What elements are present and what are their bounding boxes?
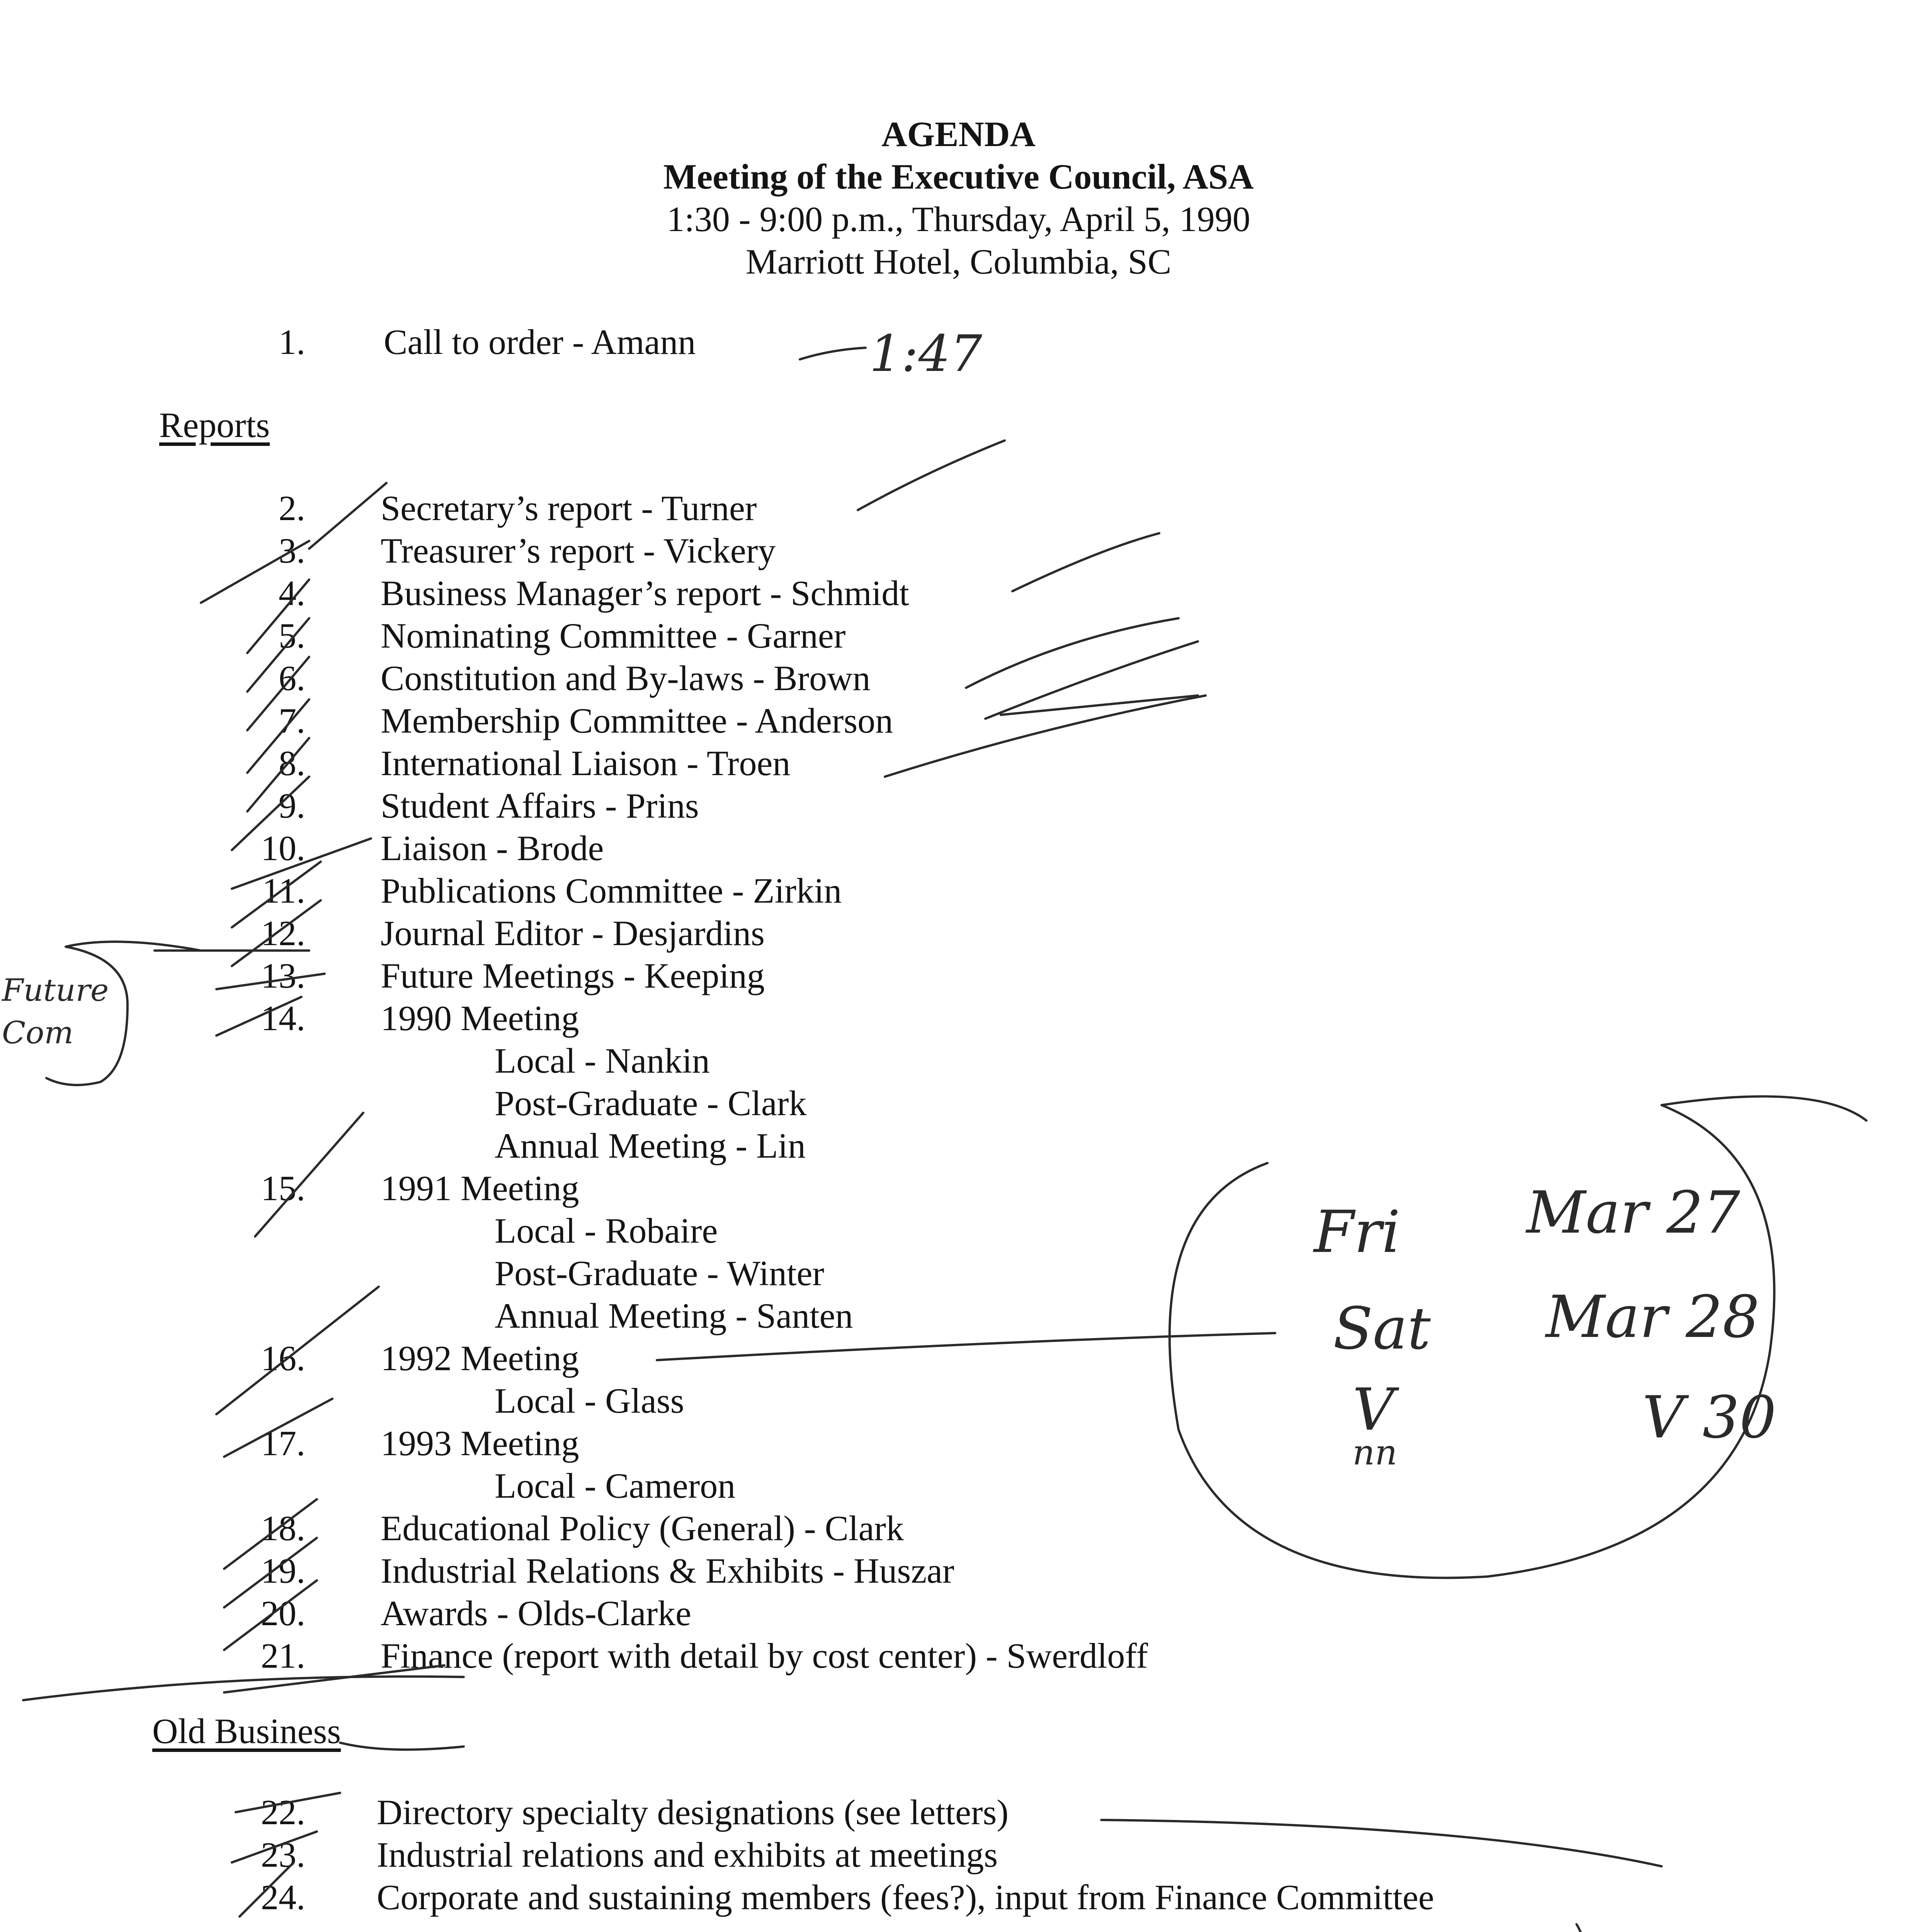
item-number: 20. <box>261 1594 305 1633</box>
margin-note-com: Com <box>2 1015 74 1051</box>
item-number: 3. <box>279 531 305 570</box>
pen-dash <box>800 348 866 359</box>
item-number: 16. <box>261 1338 305 1378</box>
handwritten-nn: nn <box>1352 1432 1397 1473</box>
sub-item-text: Local - Cameron <box>495 1466 736 1505</box>
item-text: Business Manager’s report - Schmidt <box>381 573 909 613</box>
item-text: Journal Editor - Desjardins <box>381 913 765 953</box>
item-number: 11. <box>262 871 305 910</box>
item-number: 19. <box>261 1551 305 1590</box>
item-text: Nominating Committee - Garner <box>381 616 846 655</box>
item-text: Industrial relations and exhibits at meetings <box>377 1835 998 1874</box>
item-text: Directory specialty designations (see letters) <box>377 1793 1009 1832</box>
sub-item-text: Annual Meeting - Lin <box>495 1126 806 1165</box>
item-text: Student Affairs - Prins <box>381 786 699 825</box>
item-number: 17. <box>261 1423 305 1463</box>
sub-item-text: Post-Graduate - Clark <box>495 1083 807 1123</box>
item-number: 21. <box>261 1636 305 1675</box>
item-text: 1991 Meeting <box>381 1168 579 1208</box>
pen-line <box>1101 1820 1662 1866</box>
pen-line <box>885 696 1206 777</box>
item-text: Call to order - Amann <box>384 322 696 362</box>
item-text: Awards - Olds-Clarke <box>381 1594 692 1633</box>
meeting-location: Marriott Hotel, Columbia, SC <box>745 242 1172 281</box>
handwritten-v30: V 30 <box>1642 1384 1776 1451</box>
handwritten-call-time: 1:47 <box>869 324 982 383</box>
item-number: 24. <box>261 1878 305 1917</box>
item-text: Liaison - Brode <box>381 828 604 868</box>
item-text: Finance (report with detail by cost center) - Swerdloff <box>381 1636 1148 1675</box>
item-number: 15. <box>261 1168 305 1208</box>
item-number: 14. <box>261 998 305 1038</box>
item-text: Educational Policy (General) - Clark <box>381 1509 904 1548</box>
meeting-time: 1:30 - 9:00 p.m., Thursday, April 5, 1990 <box>667 199 1250 239</box>
agenda-title: AGENDA <box>881 114 1036 154</box>
margin-bracket <box>46 942 201 1085</box>
sub-item-text: Local - Robaire <box>495 1211 718 1250</box>
item-number: 7. <box>279 701 305 740</box>
item-text: Membership Committee - Anderson <box>381 701 893 740</box>
margin-note-future: Future <box>2 972 109 1008</box>
meeting-subtitle: Meeting of the Executive Council, ASA <box>663 157 1254 196</box>
check-mark <box>309 483 386 549</box>
sub-item-text: Local - Nankin <box>495 1041 710 1080</box>
item-text: Constitution and By-laws - Brown <box>381 658 871 698</box>
pen-line <box>1012 533 1159 591</box>
pen-line <box>966 618 1179 688</box>
pen-line <box>985 641 1198 719</box>
item-text: Publications Committee - Zirkin <box>381 871 842 910</box>
item-text: 1992 Meeting <box>381 1338 579 1378</box>
section-old-business: Old Business <box>152 1711 341 1751</box>
pen-line <box>657 1333 1275 1360</box>
pen-loop <box>309 1924 1584 1932</box>
sub-item-text: Post-Graduate - Winter <box>495 1253 825 1293</box>
item-text: International Liaison - Troen <box>381 743 791 783</box>
item-number: 18. <box>261 1509 305 1548</box>
section-reports: Reports <box>159 405 270 445</box>
item-number: 1. <box>279 322 305 362</box>
item-text: Future Meetings - Keeping <box>381 956 765 995</box>
item-text: Corporate and sustaining members (fees?), input from Finance Committee <box>377 1878 1434 1917</box>
item-text: Treasurer’s report - Vickery <box>381 531 776 570</box>
item-number: 2. <box>279 488 305 528</box>
item-text: Secretary’s report - Turner <box>381 488 757 528</box>
circled-area <box>1170 1097 1866 1578</box>
pen-line <box>858 440 1005 510</box>
item-text: 1993 Meeting <box>381 1423 579 1463</box>
item-number: 23. <box>261 1835 305 1874</box>
item-text: Industrial Relations & Exhibits - Huszar <box>381 1551 954 1590</box>
sub-item-text: Annual Meeting - Santen <box>495 1296 853 1335</box>
item-text: 1990 Meeting <box>381 998 579 1038</box>
sub-item-text: Local - Glass <box>495 1381 684 1420</box>
handwritten-v: V <box>1352 1376 1395 1444</box>
handwritten-sat: Sat <box>1333 1295 1431 1362</box>
item-number: 12. <box>261 913 305 953</box>
pen-line <box>23 1677 464 1700</box>
item-number: 4. <box>279 573 305 613</box>
item-number: 5. <box>279 616 305 655</box>
item-number: 22. <box>261 1793 305 1832</box>
handwritten-mar27: Mar 27 <box>1526 1179 1740 1247</box>
handwritten-mar28: Mar 28 <box>1546 1284 1760 1351</box>
item-number: 6. <box>279 658 305 698</box>
handwritten-fri: Fri <box>1314 1199 1400 1266</box>
pen-line <box>1001 696 1198 715</box>
item-number: 8. <box>279 743 305 783</box>
item-number: 13. <box>261 956 305 995</box>
item-number: 10. <box>261 828 305 868</box>
item-number: 9. <box>279 786 305 825</box>
pen-line <box>340 1743 464 1750</box>
